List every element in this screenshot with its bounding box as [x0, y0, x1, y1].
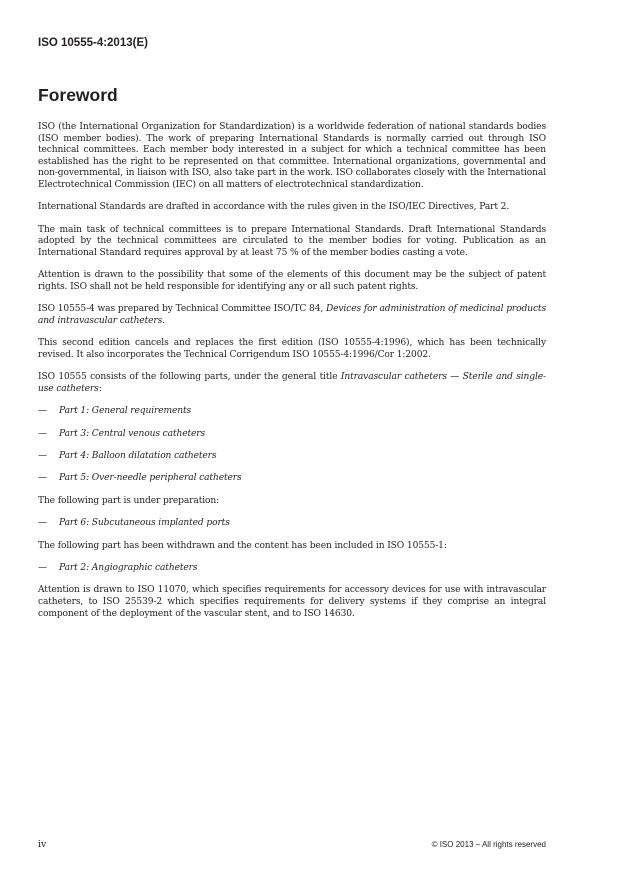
parts-intro-text: ISO 10555 consists of the following parts, under the general title	[38, 372, 341, 383]
prepared-by-end: .	[162, 315, 165, 326]
paragraph-withdrawn: The following part has been withdrawn and the content has been included in ISO 10555-1:	[38, 540, 447, 551]
part-title: Part 3: Central venous catheters	[59, 428, 206, 439]
list-item	[38, 563, 546, 575]
paragraph-in-preparation: The following part is under preparation:	[38, 495, 220, 506]
copyright-notice: © ISO 2013 – All rights reserved	[431, 840, 546, 849]
committee-title: Devices for administration of medicinal products and intravascular catheters	[38, 304, 546, 326]
list-dash: —	[38, 406, 47, 417]
parts-intro-end: :	[98, 383, 102, 394]
paragraph-edition: This second edition cancels and replaces the first edition (ISO 10555-4:1996), which has been technically revised. It also incorporates the Technical Corrigendum ISO 10555-4:1996/Cor 1:2002.	[38, 338, 546, 360]
part-title: Part 4: Balloon dilatation catheters	[59, 451, 217, 462]
paragraph-prepared-by	[38, 304, 546, 327]
list-dash: —	[38, 451, 47, 462]
list-dash: —	[38, 518, 47, 529]
paragraph-parts-intro	[38, 372, 546, 395]
list-dash: —	[38, 473, 47, 484]
list-item	[38, 518, 546, 530]
prepared-by-text: ISO 10555-4 was prepared by Technical Committee ISO/TC 84,	[38, 304, 326, 315]
list-item	[38, 429, 546, 441]
list-item	[38, 451, 546, 463]
page-title: Foreword	[38, 85, 118, 105]
part-title: Part 5: Over-needle peripheral catheters	[59, 473, 242, 484]
list-item	[38, 473, 546, 485]
list-dash: —	[38, 428, 47, 439]
part-title: Part 1: General requirements	[59, 406, 192, 417]
page-number: iv	[38, 839, 47, 850]
paragraph-drafting-rules: International Standards are drafted in accordance with the rules given in the ISO/IEC Directives, Part 2.	[38, 202, 510, 213]
paragraph-iso-intro: ISO (the International Organization for Standardization) is a worldwide federation of national standards bodies (ISO member bodies). The work of preparing International Standards is normally carried out through ISO technical committees. Each member body interested in a subject for which a technical committee has been established has the right to be represented on that committee. International organizations, governmental and non-governmental, in liaison with ISO, also take part in the work. ISO collaborates closely with the International Electrotechnical Commission (IEC) on all matters of electrotechnical standardization.	[38, 122, 546, 190]
general-title: Intravascular catheters — Sterile and single-use catheters	[38, 372, 546, 394]
paragraph-related-standards: Attention is drawn to ISO 11070, which specifies requirements for accessory devices for use with intravascular catheters, to ISO 25539-2 which specifies requirements for delivery systems if they comprise an integral component of the deployment of the vascular stent, and to ISO 14630.	[38, 585, 546, 619]
list-dash: —	[38, 563, 47, 573]
paragraph-patent-rights: Attention is drawn to the possibility that some of the elements of this document may be the subject of patent rights. ISO shall not be held responsible for identifying any or all such patent rights.	[38, 270, 546, 292]
document-id-header: ISO 10555-4:2013(E)	[38, 37, 148, 49]
part-title: Part 6: Subcutaneous implanted ports	[59, 518, 230, 529]
foreword-body	[38, 122, 546, 631]
part-title: Part 2: Angiographic catheters	[59, 563, 198, 573]
list-item	[38, 406, 546, 418]
paragraph-technical-committees: The main task of technical committees is to prepare International Standards. Draft International Standards adopted by the technical committees are circulated to the member bodies for voting. Publication as an International Standard requires approval by at least 75 % of the member bodies casting a vote.	[38, 224, 546, 258]
